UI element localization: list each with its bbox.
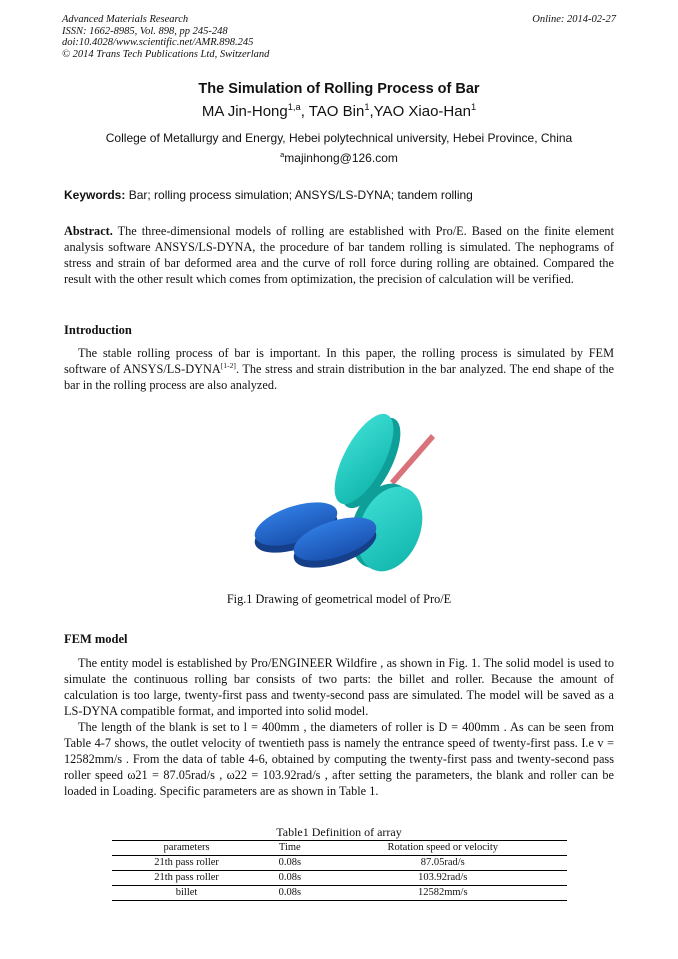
parameters-table xyxy=(112,840,567,901)
email-line xyxy=(0,151,678,165)
introduction-paragraph xyxy=(64,345,614,393)
author-2-sup: 1 xyxy=(364,102,370,112)
journal-header xyxy=(62,14,269,60)
issn-line: ISSN: 1662-8985, Vol. 898, pp 245-248 xyxy=(62,25,228,37)
journal-name: Advanced Materials Research xyxy=(62,14,189,25)
email-sup: a xyxy=(280,150,285,159)
table-header-row xyxy=(112,841,567,856)
doi-line: doi:10.4028/www.scientific.net/AMR.898.245 xyxy=(62,37,254,48)
keywords-tail: tandem rolling xyxy=(397,188,473,202)
table-cell: 87.05rad/s xyxy=(420,857,465,868)
fem-paragraph-2: The length of the blank is set to l = 400mm , the diameters of roller is D = 400mm . As can be seen from Table 4-7 shows, the outlet velocity of twentieth pass is namely the entrance speed of twenty-first pass. I.e v = 12582mm/s . From the data of table 4-6, obtained by computing the twenty-first pass and twenty-second pass roller speed ω21 = 87.05rad/s , ω22 = 103.92rad/s , after setting the parameters, the blank and roller can be loaded in Loading. Specific parameters are as shown in Table 1. xyxy=(64,720,614,798)
figure-caption: Fig.1 Drawing of geometrical model of Pro/E xyxy=(226,592,452,606)
affiliation: College of Metallurgy and Energy, Hebei polytechnical university, Hebei Province, China xyxy=(105,131,573,145)
keywords-label: Keywords: xyxy=(64,188,126,202)
author-list xyxy=(0,103,678,120)
online-date: Online: 2014-02-27 xyxy=(532,14,616,25)
intro-text-b: . The stress and strain distribution in the bar analyzed. The end shape of the bar in the rolling process are also analyzed. xyxy=(64,362,614,392)
table-row xyxy=(112,886,567,901)
fem-paragraph-1: The entity model is established by Pro/ENGINEER Wildfire , as shown in Fig. 1. The solid model is used to simulate the continuous rolling bar consists of two parts: the billet and roller. Because the amount of calculation is too large, twenty-first pass and twenty-second pass are simulated. The model will be saved as a LS-DYNA compatible format, and imported into solid model. xyxy=(64,656,614,718)
table-cell: billet xyxy=(175,887,198,898)
table-cell: 0.08s xyxy=(278,857,302,868)
table-caption: Table1 Definition of array xyxy=(276,825,402,839)
paper-title: The Simulation of Rolling Process of Bar xyxy=(198,81,480,97)
table-cell: 21th pass roller xyxy=(154,872,219,883)
introduction-heading: Introduction xyxy=(64,323,132,337)
author-1-sup: 1,a xyxy=(287,102,301,112)
header-velocity: Rotation speed or velocity xyxy=(387,842,499,853)
intro-text-a: The stable rolling process of bar is important. In this paper, the rolling process is simulated by FEM software of ANSYS/LS-DYNA xyxy=(64,346,614,376)
table-row xyxy=(112,871,567,886)
author-1: MA Jin-Hong xyxy=(201,103,288,120)
header-time: Time xyxy=(278,842,301,853)
abstract xyxy=(64,223,614,287)
table-cell: 12582mm/s xyxy=(417,887,468,898)
author-2: , TAO Bin xyxy=(300,103,365,120)
fem-model-heading: FEM model xyxy=(64,632,128,646)
author-3: ,YAO Xiao-Han xyxy=(369,103,471,120)
author-3-sup: 1 xyxy=(470,102,477,112)
rolling-model-figure xyxy=(240,405,440,590)
header-parameters: parameters xyxy=(163,842,210,853)
abstract-text: The three-dimensional models of rolling are established with Pro/E. Based on the finite element analysis software ANSYS/LS-DYNA, the procedure of bar tandem rolling is simulated. The nephograms of stress and strain of bar deformed area and the curve of roll force during rolling are obtained. Compared the result with the other result which comes from optimization, the precision of calculation will be verified. xyxy=(64,224,614,286)
keywords xyxy=(64,188,473,202)
table-cell: 21th pass roller xyxy=(154,857,219,868)
table-cell: 103.92rad/s xyxy=(418,872,468,883)
keywords-text: Bar; rolling process simulation; ANSYS/LS-DYNA; xyxy=(125,188,398,202)
intro-citation: [1-2] xyxy=(220,360,236,370)
abstract-label: Abstract. xyxy=(64,224,113,238)
email-address: majinhong@126.com xyxy=(284,151,398,165)
table-row xyxy=(112,856,567,871)
copyright-line: © 2014 Trans Tech Publications Ltd, Switzerland xyxy=(62,48,270,60)
table-cell: 0.08s xyxy=(278,872,302,883)
table-cell: 0.08s xyxy=(278,887,302,898)
